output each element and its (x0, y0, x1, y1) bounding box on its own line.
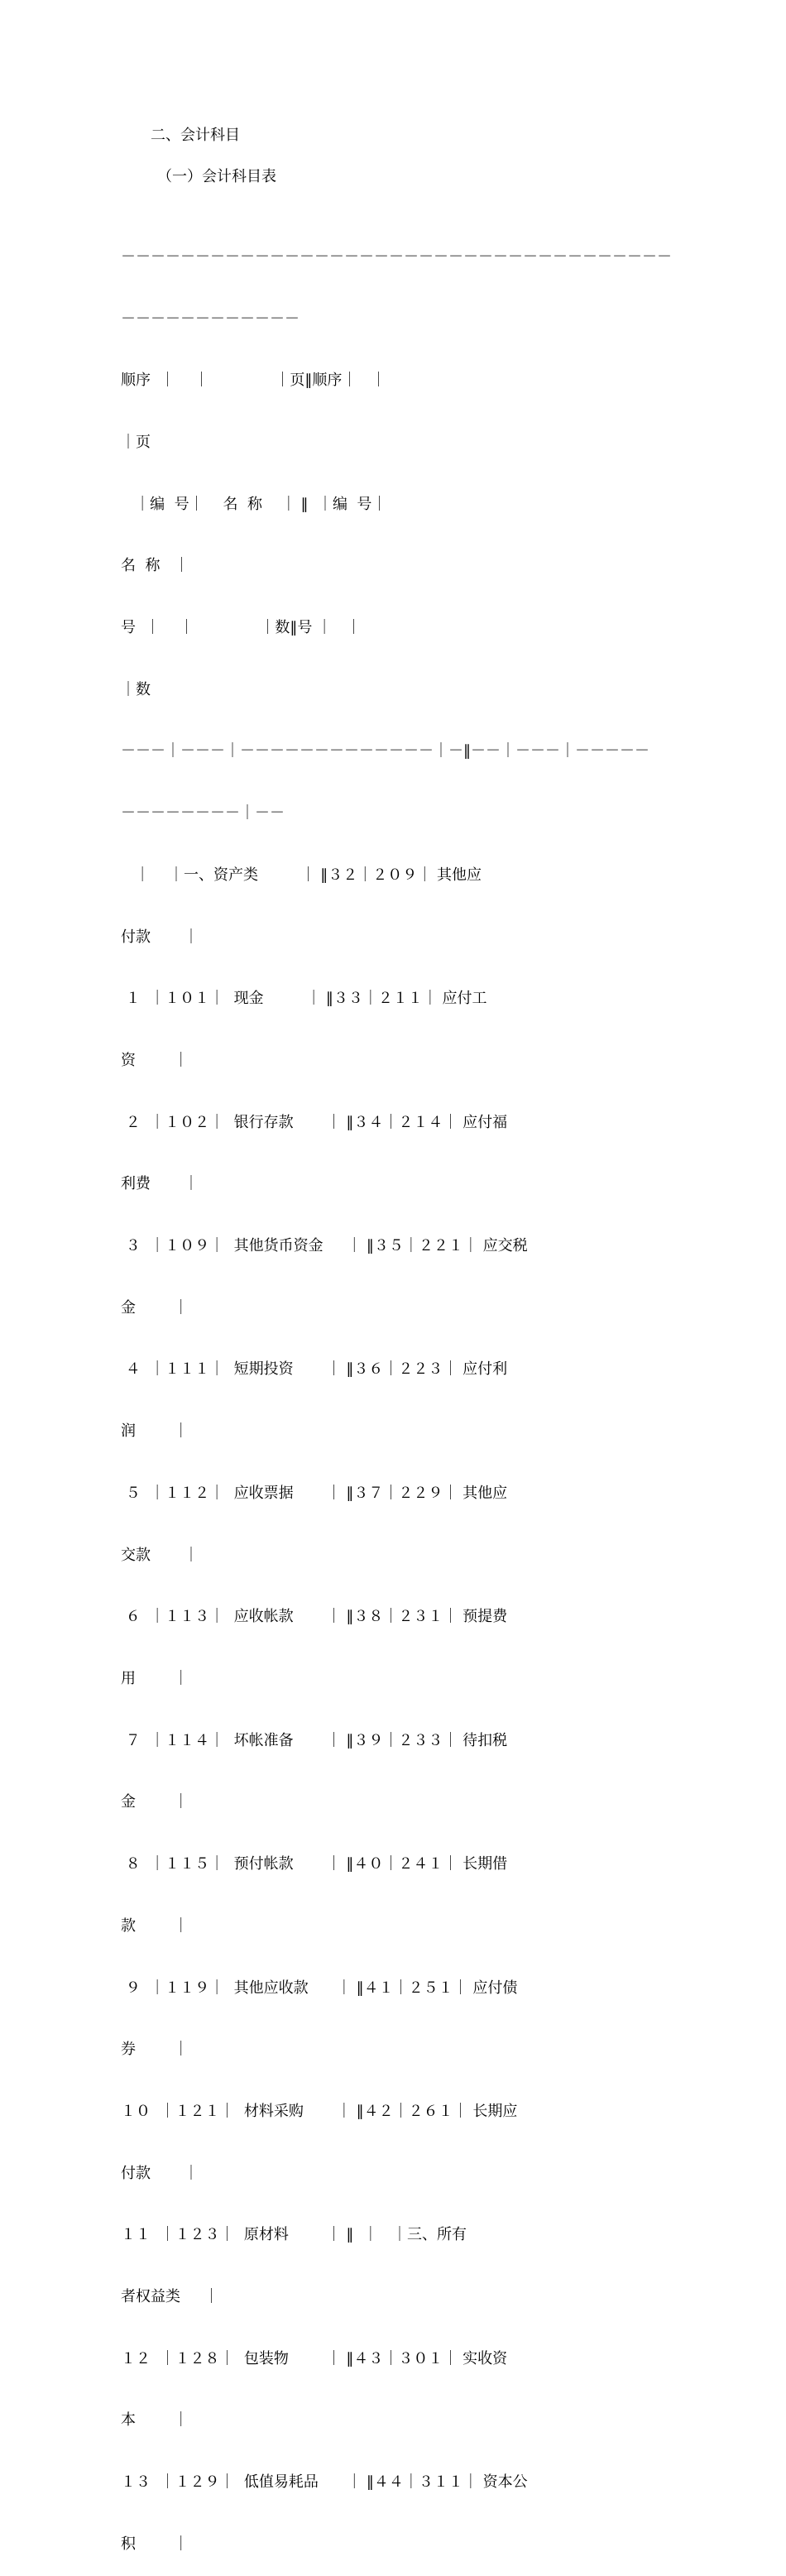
table-line: ｜编 号｜ 名 称 ｜ ‖ ｜编 号｜ (121, 495, 387, 513)
table-line: ｜页 (121, 433, 151, 451)
table-line: ５ ｜１１２｜ 应收票据 ｜ ‖３７｜２２９｜ 其他应 (121, 1484, 508, 1502)
table-line: 用 ｜ (121, 1669, 189, 1687)
table-line: ４ ｜１１１｜ 短期投资 ｜ ‖３６｜２２３｜ 应付利 (121, 1360, 508, 1379)
table-line: 券 ｜ (121, 2041, 189, 2059)
table-line: １ ｜１０１｜ 现金 ｜ ‖３３｜２１１｜ 应付工 (121, 990, 487, 1008)
table-line: １０ ｜１２１｜ 材料采购 ｜ ‖４２｜２６１｜ 长期应 (121, 2102, 518, 2120)
table-line: 金 ｜ (121, 1298, 189, 1317)
table-line: １２ ｜１２８｜ 包装物 ｜ ‖４３｜３０１｜ 实收资 (121, 2349, 508, 2367)
table-line: ９ ｜１１９｜ 其他应收款 ｜ ‖４１｜２５１｜ 应付债 (121, 1979, 518, 1997)
table-line: ｜数 (121, 680, 151, 698)
table-line: ｜ ｜一、资产类 ｜ ‖３２｜２０９｜ 其他应 (121, 866, 482, 884)
table-line: 润 ｜ (121, 1422, 189, 1441)
table-line: －－－－－－－－｜－－ (121, 804, 285, 823)
table-line: －－－－－－－－－－－－ (121, 309, 300, 328)
table-line: ６ ｜１１３｜ 应收帐款 ｜ ‖３８｜２３１｜ 预提费 (121, 1608, 508, 1626)
table-line: ２ ｜１０２｜ 银行存款 ｜ ‖３４｜２１４｜ 应付福 (121, 1113, 508, 1131)
table-line: １３ ｜１２９｜ 低值易耗品 ｜ ‖４４｜３１１｜ 资本公 (121, 2473, 528, 2492)
table-line: 金 ｜ (121, 1793, 189, 1811)
table-line: －－－－－－－－－－－－－－－－－－－－－－－－－－－－－－－－－－－－－ (121, 247, 672, 266)
table-line: 资 ｜ (121, 1051, 189, 1069)
account-table-text (121, 206, 672, 2576)
table-line: ８ ｜１１５｜ 预付帐款 ｜ ‖４０｜２４１｜ 长期借 (121, 1855, 508, 1873)
table-line: 利费 ｜ (121, 1175, 199, 1193)
table-line: 付款 ｜ (121, 928, 199, 946)
table-line: ７ ｜１１４｜ 坏帐准备 ｜ ‖３９｜２３３｜ 待扣税 (121, 1731, 508, 1749)
table-line: －－－｜－－－｜－－－－－－－－－－－－－｜－‖－－｜－－－｜－－－－－ (121, 742, 649, 760)
table-line: 积 ｜ (121, 2535, 189, 2553)
table-line: 者权益类 ｜ (121, 2288, 219, 2306)
section-heading: 二、会计科目 (151, 127, 240, 144)
table-line: 付款 ｜ (121, 2164, 199, 2182)
table-line: 款 ｜ (121, 1916, 189, 1935)
table-line: 本 ｜ (121, 2411, 189, 2430)
table-line: ３ ｜１０９｜ 其他货币资金 ｜ ‖３５｜２２１｜ 应交税 (121, 1237, 528, 1255)
table-title: （一）会计科目表 (157, 168, 276, 185)
table-line: 号 ｜ ｜ ｜数‖号 ｜ ｜ (121, 619, 362, 637)
table-line: 交款 ｜ (121, 1546, 199, 1564)
table-line: 顺序 ｜ ｜ ｜页‖顺序｜ ｜ (121, 372, 386, 390)
table-line: 名 称 ｜ (121, 557, 189, 575)
table-line: １１ ｜１２３｜ 原材料 ｜ ‖ ｜ ｜三、所有 (121, 2226, 467, 2244)
